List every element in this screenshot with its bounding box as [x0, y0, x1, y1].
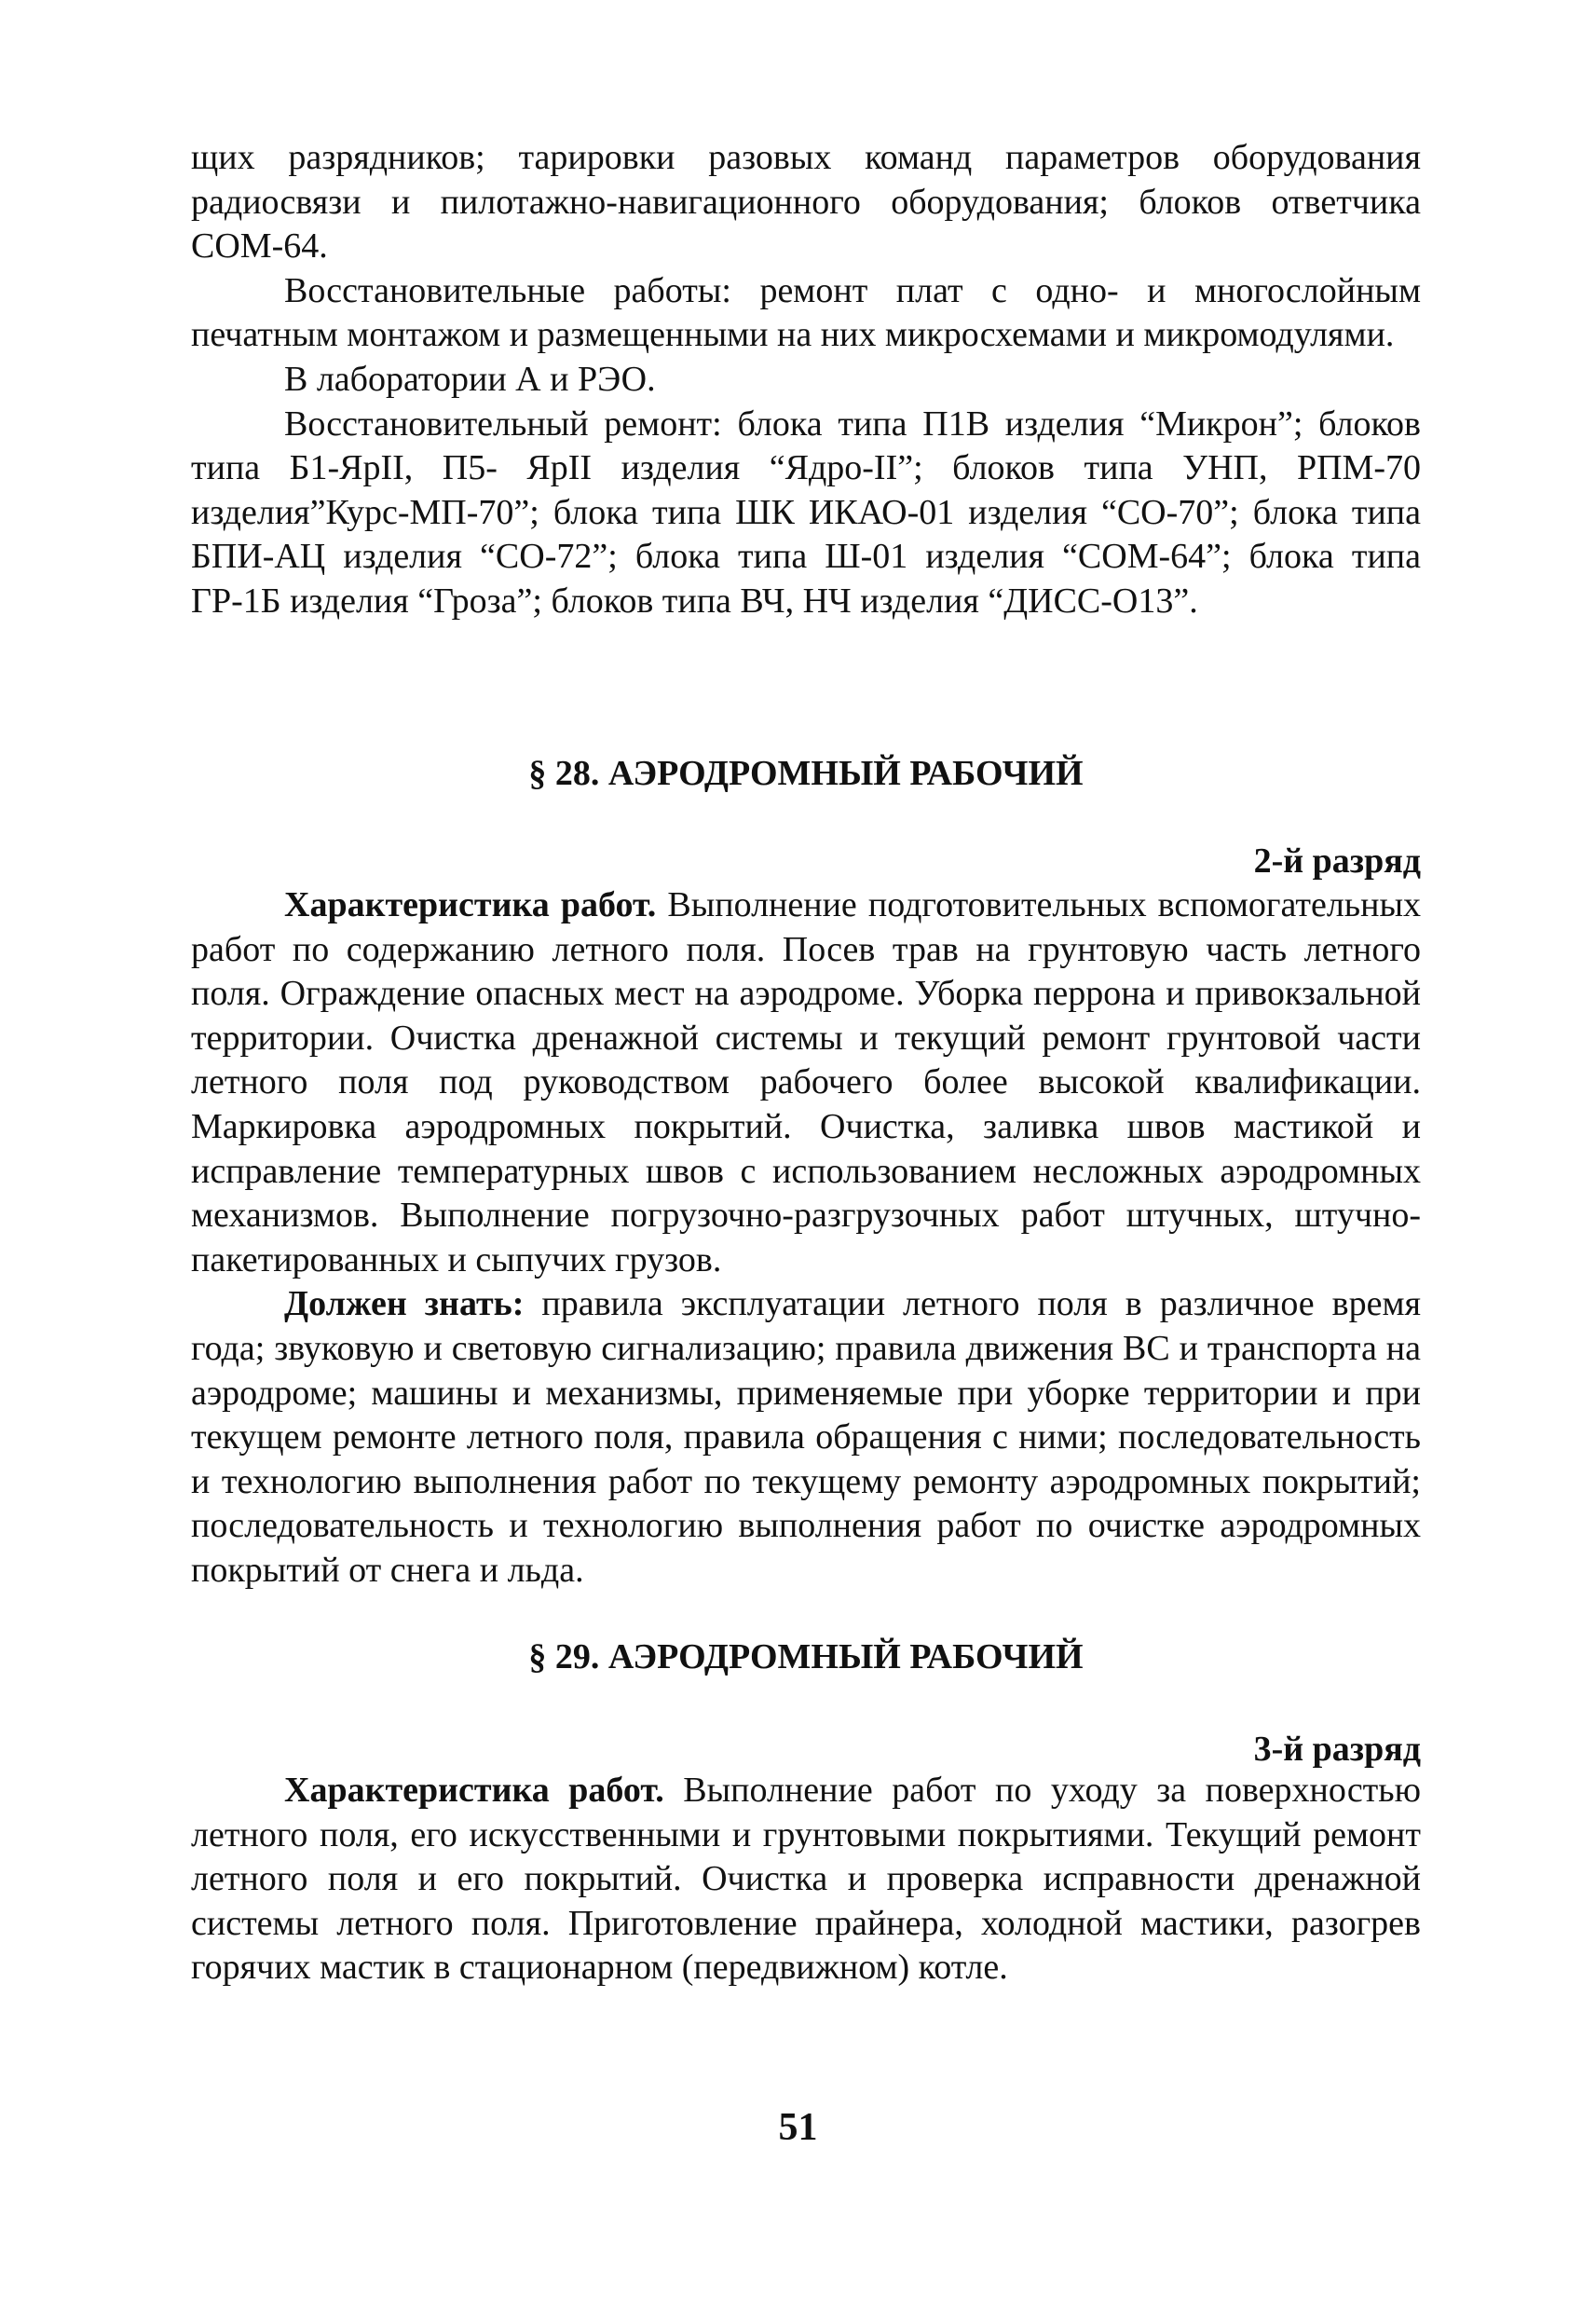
- intro-block: [191, 136, 1421, 624]
- section-29-characteristics-text: Выполнение работ по уходу за поверхностью летного поля, его искусственными и грунтовыми покрытиями. Текущий ремонт летного поля и его покрытий. Очистка и проверка исправности дренажной системы летного поля. Приготовление прайнера, холодной мастики, разогрев горячих мастик в стационарном (передвижном) котле.: [191, 1771, 1422, 1988]
- page-number: 51: [778, 2106, 818, 2149]
- section-28-must-know: [191, 1282, 1421, 1593]
- section-29-characteristics-label: Характеристика работ.: [284, 1771, 664, 1810]
- section-29-heading: § 29. АЭРОДРОМНЫЙ РАБОЧИЙ: [528, 1637, 1084, 1676]
- section-29-body: [191, 1769, 1421, 1991]
- section-28-body: [191, 883, 1421, 1594]
- intro-paragraph-restoration-works: Восстановительные работы: ремонт плат с одно- и многослойным печатным монтажом и размещенными на них микросхемами и микромодулями.: [191, 270, 1421, 355]
- section-28-characteristics-label: Характеристика работ.: [284, 885, 657, 924]
- section-28-characteristics: [191, 883, 1421, 1282]
- section-29-characteristics: [191, 1769, 1421, 1991]
- section-28-heading: § 28. АЭРОДРОМНЫЙ РАБОЧИЙ: [528, 754, 1084, 793]
- intro-paragraph-continuation: щих разрядников; тарировки разовых команд параметров оборудования радиосвязи и пилотажно-навигационного оборудования; блоков ответчика СОМ-64.: [191, 138, 1421, 267]
- section-28-grade: 2-й разряд: [1253, 841, 1421, 881]
- intro-paragraph-laboratory: В лаборатории А и РЭО.: [284, 359, 656, 399]
- section-28-must-know-label: Должен знать:: [284, 1284, 525, 1324]
- section-28-must-know-text: правила эксплуатации летного поля в различное время года; звуковую и световую сигнализацию; правила движения ВС и транспорта на аэродроме; машины и механизмы, применяемые при уборке территории и при текущем ремонте летного поля, правила обращения с ними; последовательность и технологию выполнения работ по текущему ремонту аэродромных покрытий; последовательность и технологию выполнения работ по очистке аэродромных покрытий от снега и льда.: [191, 1284, 1422, 1590]
- intro-paragraph-restoration-repair: Восстановительный ремонт: блока типа П1В изделия “Микрон”; блоков типа Б1-ЯрII, П5- ЯрII изделия “Ядро-II”; блоков типа УНП, РПМ-70 изделия”Курс-МП-70”; блока типа ШК ИКАО-01 изделия “СО-70”; блока типа БПИ-АЦ изделия “СО-72”; блока типа Ш-01 изделия “СОМ-64”; блока типа ГР-1Б изделия “Гроза”; блоков типа ВЧ, НЧ изделия “ДИСС-О13”.: [191, 404, 1421, 621]
- section-29-grade: 3-й разряд: [1253, 1730, 1421, 1769]
- section-28-characteristics-text: Выполнение подготовительных вспомогательных работ по содержанию летного поля. Посев трав на грунтовую часть летного поля. Ограждение опасных мест на аэродроме. Уборка перрона и привокзальной территории. Очистка дренажной системы и текущий ремонт грунтовой части летного поля под руководством рабочего более высокой квалификации. Маркировка аэродромных покрытий. Очистка, заливка швов мастикой и исправление температурных швов с использованием несложных аэродромных механизмов. Выполнение погрузочно-разгрузочных работ штучных, штучно-пакетированных и сыпучих грузов.: [191, 885, 1421, 1279]
